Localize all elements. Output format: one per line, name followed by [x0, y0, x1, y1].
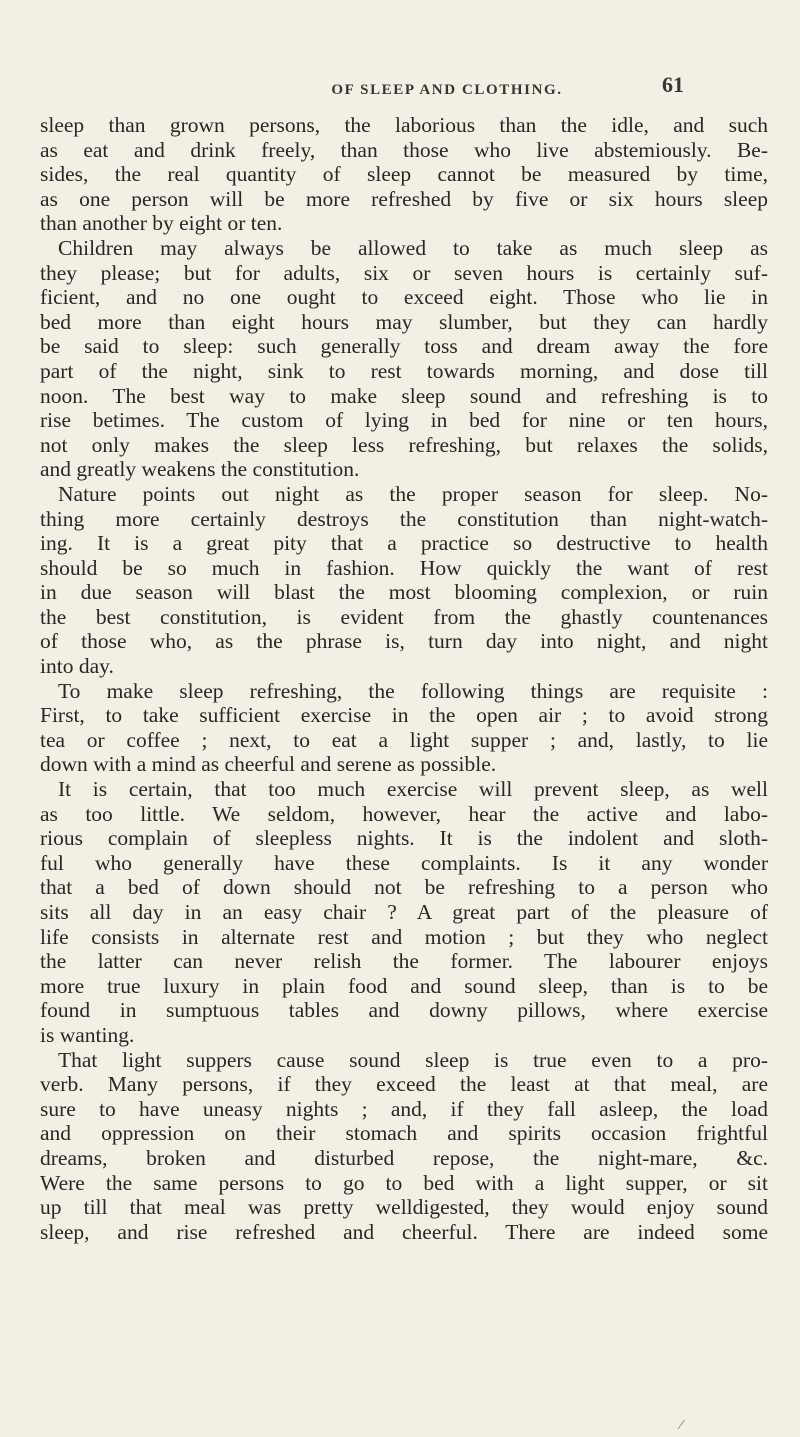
text-line: the latter can never relish the former. The labourer enjoys	[40, 949, 768, 974]
text-line: That light suppers cause sound sleep is true even to a pro-	[58, 1047, 768, 1072]
running-head: OF SLEEP AND CLOTHING.	[331, 82, 563, 98]
text-line: bed more than eight hours may slumber, but they can hardly	[40, 309, 768, 334]
text-line: sides, the real quantity of sleep cannot be measured by time,	[40, 162, 768, 187]
text-line: Were the same persons to go to bed with a light supper, or sit	[40, 1170, 768, 1195]
text-line: To make sleep refreshing, the following things are requisite :	[58, 678, 768, 703]
text-line: and oppression on their stomach and spirits occasion frightful	[40, 1121, 768, 1146]
text-line: not only makes the sleep less refreshing, but relaxes the solids,	[40, 432, 768, 457]
text-line: that a bed of down should not be refreshing to a person who	[40, 875, 768, 900]
text-line: sleep than grown persons, the laborious than the idle, and such	[40, 113, 768, 137]
text-line: rise betimes. The custom of lying in bed for nine or ten hours,	[40, 408, 768, 433]
text-line: ing. It is a great pity that a practice so destructive to health	[40, 531, 768, 556]
text-line: ful who generally have these complaints. Is it any wonder	[40, 850, 768, 875]
text-line: tea or coffee ; next, to eat a light supper ; and, lastly, to lie	[40, 727, 768, 752]
text-line: sleep, and rise refreshed and cheerful. There are indeed some	[40, 1219, 768, 1244]
text-line: the best constitution, is evident from the ghastly countenances	[40, 604, 768, 629]
text-line: up till that meal was pretty welldigested, they would enjoy sound	[40, 1195, 768, 1220]
text-line: verb. Many persons, if they exceed the least at that meal, are	[40, 1072, 768, 1097]
body-text	[40, 113, 768, 1244]
text-line: found in sumptuous tables and downy pillows, where exercise	[40, 998, 768, 1023]
text-line: Nature points out night as the proper season for sleep. No-	[58, 481, 768, 506]
text-line: as too little. We seldom, however, hear the active and labo-	[40, 801, 768, 826]
text-line: in due season will blast the most blooming complexion, or ruin	[40, 580, 768, 605]
text-line: ficient, and no one ought to exceed eight. Those who lie in	[40, 285, 768, 310]
page-number: 61	[662, 72, 684, 97]
text-line: should be so much in fashion. How quickly the want of rest	[40, 555, 768, 580]
text-line: than another by eight or ten.	[40, 211, 283, 236]
text-line: sure to have uneasy nights ; and, if they fall asleep, the load	[40, 1096, 768, 1121]
stray-mark: ⁄	[680, 1418, 683, 1433]
text-line: life consists in alternate rest and motion ; but they who neglect	[40, 924, 768, 949]
text-line: and greatly weakens the constitution.	[40, 457, 360, 482]
text-line: of those who, as the phrase is, turn day into night, and night	[40, 629, 768, 654]
text-line: Children may always be allowed to take as much sleep as	[58, 235, 768, 260]
text-line: thing more certainly destroys the constitution than night-watch-	[40, 506, 768, 531]
text-line: into day.	[40, 654, 114, 679]
text-line: sits all day in an easy chair ? A great part of the pleasure of	[40, 900, 768, 924]
text-line: as one person will be more refreshed by five or six hours sleep	[40, 186, 768, 211]
text-line: down with a mind as cheerful and serene as possible.	[40, 752, 497, 777]
text-line: they please; but for adults, six or seven hours is certainly suf-	[40, 260, 768, 285]
text-line: dreams, broken and disturbed repose, the night-mare, &c.	[40, 1145, 768, 1170]
text-line: be said to sleep: such generally toss and dream away the fore	[40, 334, 768, 359]
text-line: rious complain of sleepless nights. It is the indolent and sloth-	[40, 826, 768, 851]
text-line: It is certain, that too much exercise will prevent sleep, as well	[58, 777, 768, 802]
text-line: is wanting.	[40, 1022, 135, 1047]
text-line: more true luxury in plain food and sound sleep, than is to be	[40, 973, 768, 998]
text-line: noon. The best way to make sleep sound and refreshing is to	[40, 383, 768, 408]
text-line: as eat and drink freely, than those who live abstemiously. Be-	[40, 137, 768, 162]
text-line: First, to take sufficient exercise in the open air ; to avoid strong	[40, 703, 768, 728]
text-line: part of the night, sink to rest towards morning, and dose till	[40, 358, 768, 383]
